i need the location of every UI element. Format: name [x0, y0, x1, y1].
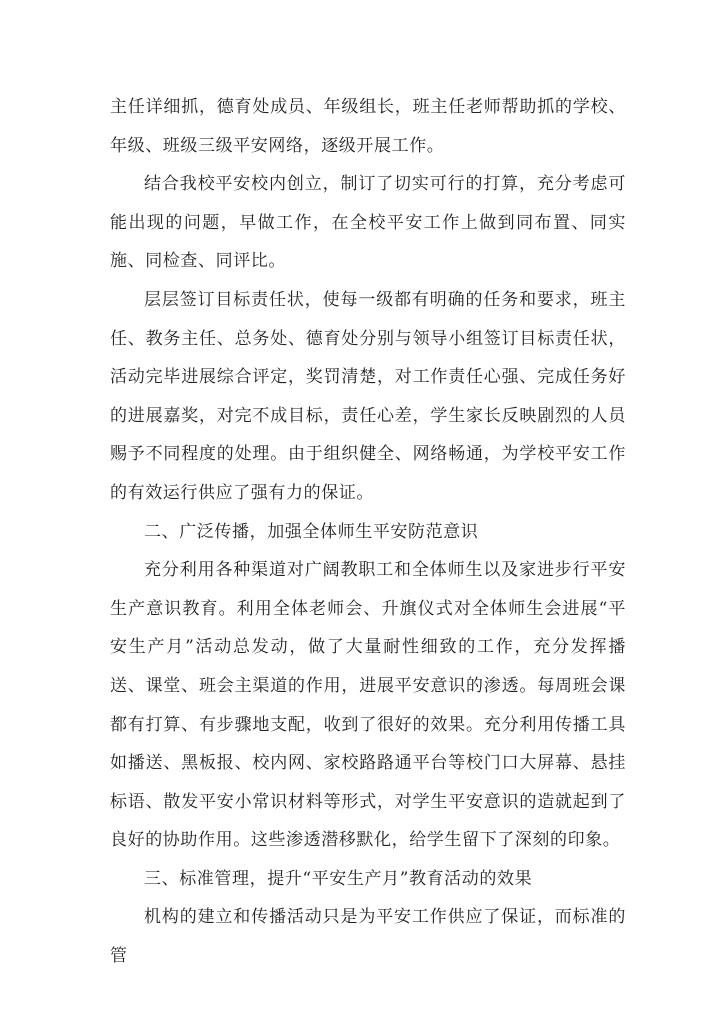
paragraph-body: 充分利用各种渠道对广阔教职工和全体师生以及家进步行平安生产意识教育。利用全体老师会、升旗仪式对全体师生会进展“平安生产月”活动总发动，做了大量耐性细致的工作，充分发挥播送、课堂、班会主渠道的作用，进展平安意识的渗透。每周班会课都有打算、有步骤地支配，收到了很好的效果。充分利用传播工具如播送、黑板报、校内网、家校路路通平台等校门口大屏幕、悬挂标语、散发平安小常识材料等形式，对学生平安意识的造就起到了良好的协助作用。这些渗透潜移默化，给学生留下了深刻的印象。: [110, 560, 626, 851]
paragraph-body: 结合我校平安校内创立，制订了切实可行的打算，充分考虑可能出现的问题，早做工作，在全校平安工作上做到同布置、同实施、同检查、同评比。: [110, 174, 626, 272]
section-heading: 二、广泛传播，加强全体师生平安防范意识: [144, 521, 479, 542]
section-heading: 三、标准管理，提升“平安生产月”教育活动的效果: [144, 868, 533, 889]
document-body: [110, 88, 626, 976]
paragraph-continuation: 主任详细抓，德育处成员、年级组长，班主任老师帮助抓的学校、年级、班级三级平安网络，逐级开展工作。: [110, 97, 626, 156]
paragraph-body: 机构的建立和传播活动只是为平安工作供应了保证，而标准的管: [110, 907, 626, 967]
paragraph-body: 层层签订目标责任状，使每一级都有明确的任务和要求，班主任、教务主任、总务处、德育处分别与领导小组签订目标责任状，活动完毕进展综合评定，奖罚清楚，对工作责任心强、完成任务好的进展嘉奖，对完不成目标，责任心差，学生家长反映剧烈的人员赐予不同程度的处理。由于组织健全、网络畅通，为学校平安工作的有效运行供应了强有力的保证。: [110, 289, 626, 503]
